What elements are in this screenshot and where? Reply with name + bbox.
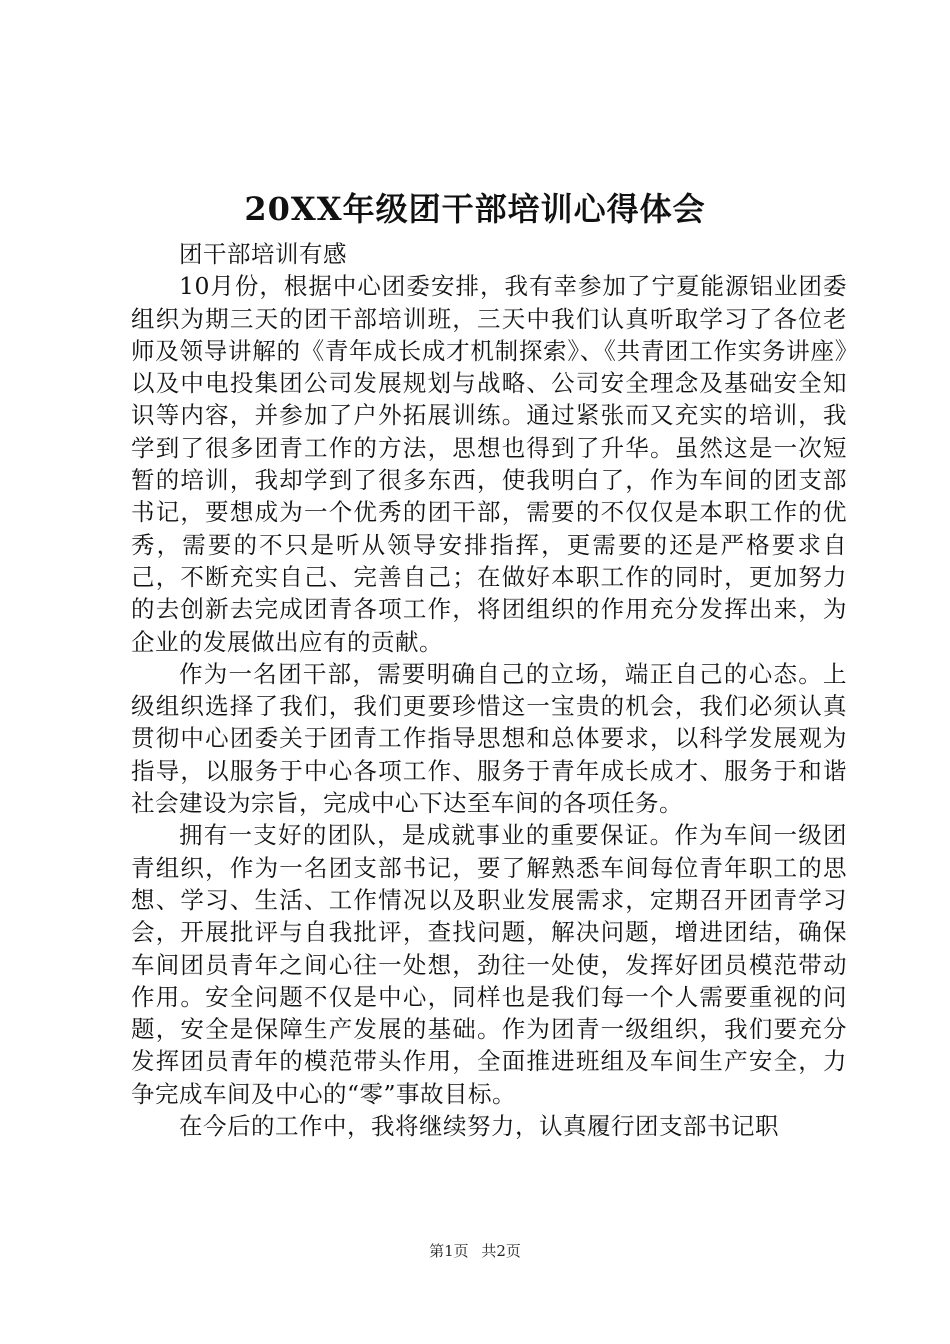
page-number: 第1页 [429,1242,469,1260]
paragraph-2: 作为一名团干部，需要明确自己的立场，端正自己的心态。上级组织选择了我们，我们更要珍惜这一宝贵的机会，我们必须认真贯彻中心团委关于团青工作指导思想和总体要求，以科学发展观为指导，以服务于中心各项工作、服务于青年成长成才、服务于和谐社会建设为宗旨，完成中心下达至车间的各项任务。 [131,659,847,818]
page-total: 共2页 [481,1242,521,1260]
paragraph-1: 10月份，根据中心团委安排，我有幸参加了宁夏能源铝业团委组织为期三天的团干部培训班，三天中我们认真听取学习了各位老师及领导讲解的《青年成长成才机制探索》、《共青团工作实务讲座》以及中电投集团公司发展规划与战略、公司安全理念及基础安全知识等内容，并参加了户外拓展训练。通过紧张而又充实的培训，我学到了很多团青工作的方法，思想也得到了升华。虽然这是一次短暂的培训，我却学到了很多东西，使我明白了，作为车间的团支部书记，要想成为一个优秀的团干部，需要的不仅仅是本职工作的优秀，需要的不只是听从领导安排指挥，更需要的还是严格要求自己，不断充实自己、完善自己；在做好本职工作的同时，更加努力的去创新去完成团青各项工作，将团组织的作用充分发挥出来，为企业的发展做出应有的贡献。 [131,272,847,656]
paragraph-4: 在今后的工作中，我将继续努力，认真履行团支部书记职 [179,1112,779,1141]
page-footer [0,1240,950,1262]
document-body [131,238,847,1142]
document-subtitle: 团干部培训有感 [179,240,347,268]
paragraph-3: 拥有一支好的团队，是成就事业的重要保证。作为车间一级团青组织，作为一名团支部书记，要了解熟悉车间每位青年职工的思想、学习、生活、工作情况以及职业发展需求，定期召开团青学习会，开展批评与自我批评，查找问题，解决问题，增进团结，确保车间团员青年之间心往一处想，劲往一处使，发挥好团员模范带动作用。安全问题不仅是中心，同样也是我们每一个人需要重视的问题，安全是保障生产发展的基础。作为团青一级组织，我们要充分发挥团员青年的模范带头作用，全面推进班组及车间生产安全，力争完成车间及中心的“零”事故目标。 [131,821,847,1108]
document-title: 20XX年级团干部培训心得体会 [244,190,706,228]
